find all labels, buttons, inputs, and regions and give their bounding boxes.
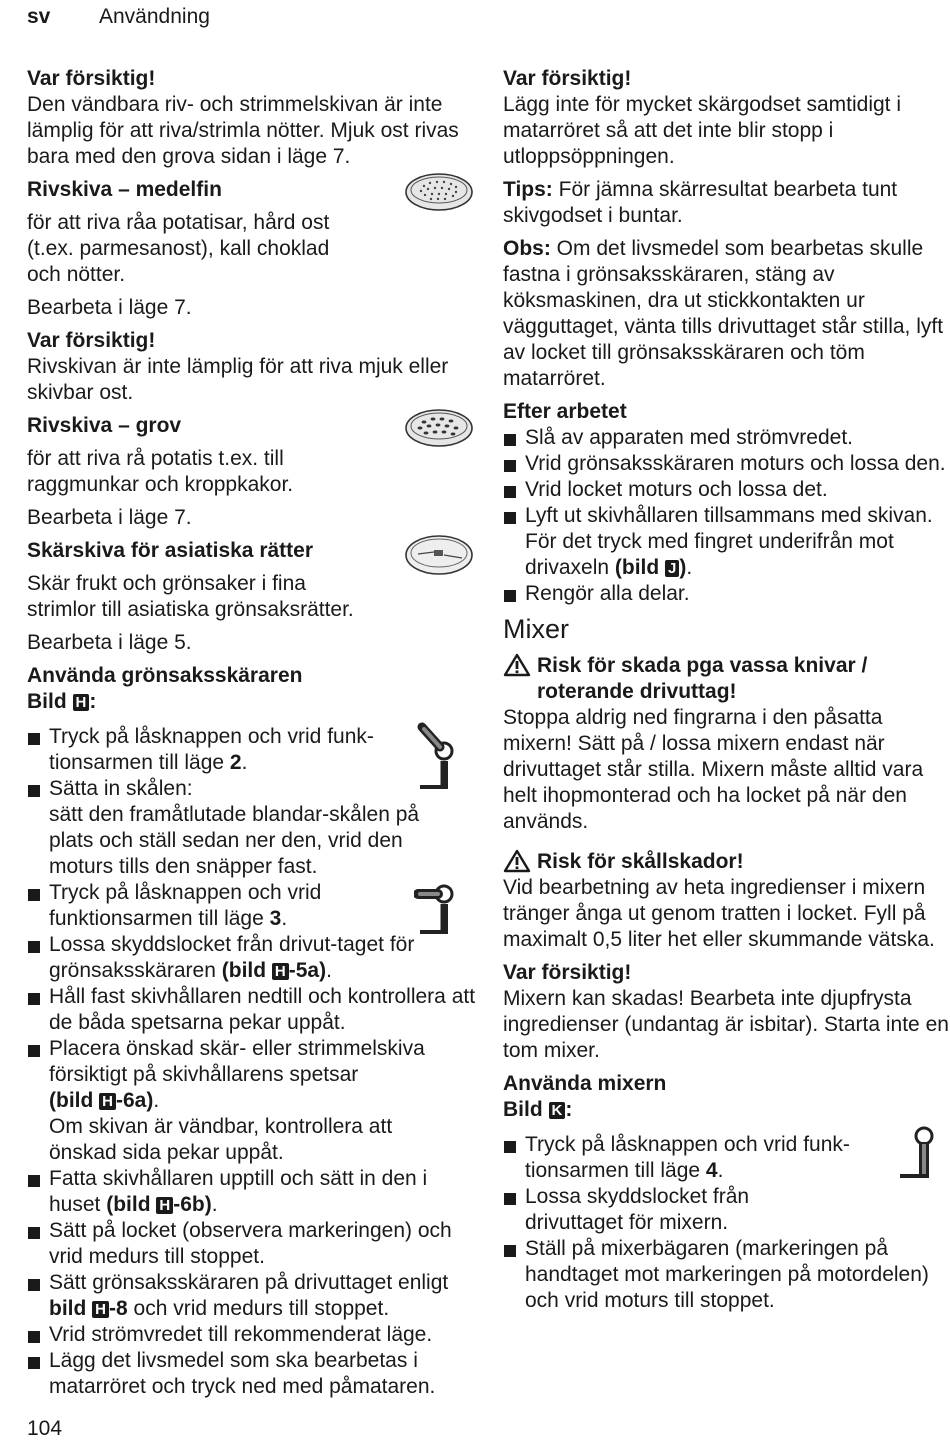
arm-position-3-icon bbox=[414, 882, 462, 938]
cutter-steps bbox=[27, 724, 482, 1400]
medium-grater-text: för att riva råa potatisar, hård ost (t.ex. parmesanost), kall choklad och nötter. bbox=[27, 211, 330, 286]
list-item: Sätt grönsaksskäraren på drivuttaget enligt bild H -8 och vrid medurs till stoppet. bbox=[27, 1270, 482, 1322]
list-item: Rengör alla delar. bbox=[503, 581, 950, 607]
list-item: Lägg det livsmedel som ska bearbetas i matarröret och tryck ned med påmataren. bbox=[27, 1348, 482, 1400]
use-mixer-heading: Använda mixern bbox=[503, 1072, 667, 1095]
list-item: Slå av apparaten med strömvredet. bbox=[503, 425, 950, 451]
mixer-step-list bbox=[503, 1132, 950, 1314]
list-item: Lossa skyddslocket från drivuttaget för mixern. bbox=[503, 1184, 825, 1236]
warning-heading: Risk för skada pga vassa knivar / roterande drivuttag! bbox=[503, 653, 950, 705]
use-cutter-figure-ref: Bild H : bbox=[27, 690, 97, 713]
warning-heading: Risk för skållskador! bbox=[503, 849, 950, 875]
asian-disc-heading: Skärskiva för asiatiska rätter bbox=[27, 539, 314, 562]
coarse-grater-disc-icon bbox=[404, 407, 474, 449]
list-item: Håll fast skivhållaren nedtill och kontrollera att de båda spetsarna pekar uppåt. bbox=[27, 984, 482, 1036]
warning-icon bbox=[503, 849, 531, 873]
caution-heading: Var försiktig! bbox=[503, 67, 632, 90]
list-item: Tryck på låsknappen och vrid funk-tionsarmen till läge 4. bbox=[503, 1132, 875, 1184]
list-item: Lossa skyddslocket från drivut-taget för grönsaksskäraren (bild H -5a). bbox=[27, 932, 482, 984]
list-item: Placera önskad skär- eller strimmelskiva försiktigt på skivhållarens spetsar (bild H -6a). Om skivan är vändbar, kontrollera att önskad sida pekar uppåt. bbox=[27, 1036, 482, 1166]
asian-cutting-disc-icon bbox=[404, 532, 474, 578]
caution-text: Rivskivan är inte lämplig för att riva mjuk eller skivbar ost. bbox=[27, 355, 449, 404]
list-item: Vrid locket moturs och lossa det. bbox=[503, 477, 950, 503]
arm-position-4-icon bbox=[894, 1124, 942, 1184]
list-item: Tryck på låsknappen och vrid funk-tionsarmen till läge 2. bbox=[27, 724, 399, 776]
list-item: Sätt på locket (observera markeringen) och vrid medurs till stoppet. bbox=[27, 1218, 482, 1270]
asian-disc-section bbox=[27, 538, 482, 623]
use-cutter-heading: Använda grönsaksskäraren bbox=[27, 664, 303, 687]
use-mixer-figure-ref: Bild K : bbox=[503, 1098, 573, 1121]
after-work-heading: Efter arbetet bbox=[503, 400, 627, 423]
tips-paragraph: Tips: För jämna skärresultat bearbeta tunt skivgodset i buntar. bbox=[503, 178, 898, 227]
mixer-heading: Mixer bbox=[503, 614, 569, 644]
list-item: Tryck på låsknappen och vrid funktionsarmen till läge 3. bbox=[27, 880, 394, 932]
asian-disc-text: Skär frukt och grönsaker i fina strimlor till asiatiska grönsaksrätter. bbox=[27, 572, 354, 621]
caution-text: Mixern kan skadas! Bearbeta inte djupfrysta ingredienser (undantag är isbitar). Starta inte en tom mixer. bbox=[503, 987, 949, 1062]
obs-paragraph: Obs: Om det livsmedel som bearbetas skulle fastna i grönsaksskäraren, stäng av köksmaskinen, dra ut stickkontakten ur vägguttaget, vänta tills drivuttaget står stilla, lyft av locket till grönsaksskäraren och töm matarröret. bbox=[503, 237, 944, 390]
section-title: Användning bbox=[99, 5, 210, 28]
warning-icon bbox=[503, 653, 531, 677]
cutter-step-list bbox=[27, 724, 482, 1400]
list-item: Vrid strömvredet till rekommenderat läge. bbox=[27, 1322, 482, 1348]
list-item: Vrid grönsaksskäraren moturs och lossa den. bbox=[503, 451, 950, 477]
list-item: Ställ på mixerbägaren (markeringen på handtaget mot markeringen på motordelen) och vrid moturs till stoppet. bbox=[503, 1236, 950, 1314]
warning-text: Stoppa aldrig ned fingrarna i den påsatta mixern! Sätt på / lossa mixern endast när drivuttaget står stilla. Mixern måste alltid vara helt ihopmonterad och ha locket på när den används. bbox=[503, 706, 924, 833]
mixer-steps bbox=[503, 1132, 950, 1314]
warning-text: Vid bearbetning av heta ingredienser i mixern tränger ånga ut genom tratten i locket. Fyll på maximalt 0,5 liter het eller skummande vätska. bbox=[503, 876, 935, 951]
caution-heading: Var försiktig! bbox=[27, 329, 156, 352]
medium-grater-disc-icon bbox=[404, 171, 474, 213]
caution-heading: Var försiktig! bbox=[27, 67, 156, 90]
after-work-list bbox=[503, 425, 950, 607]
caution-heading: Var försiktig! bbox=[503, 961, 632, 984]
coarse-grater-mode: Bearbeta i läge 7. bbox=[27, 506, 192, 529]
page-header bbox=[27, 4, 210, 30]
list-item: Sätta in skålen: sätt den framåtlutade blandar-skålen på plats och ställ sedan ner den, vrid den moturs tills den snäpper fast. bbox=[27, 776, 482, 880]
right-column bbox=[503, 66, 950, 1318]
caution-text: Lägg inte för mycket skärgodset samtidigt i matarröret så att det inte blir stopp i utloppsöppningen. bbox=[503, 93, 902, 168]
coarse-grater-section bbox=[27, 413, 482, 498]
figure-label-k: K bbox=[549, 1102, 566, 1119]
figure-label-h: H bbox=[73, 694, 90, 711]
medium-grater-mode: Bearbeta i läge 7. bbox=[27, 296, 192, 319]
medium-grater-heading: Rivskiva – medelfin bbox=[27, 178, 222, 201]
list-item: Lyft ut skivhållaren tillsammans med skivan. För det tryck med fingret underifrån mot drivaxeln (bild J ). bbox=[503, 503, 950, 581]
page-number: 104 bbox=[27, 1417, 63, 1440]
caution-text: Den vändbara riv- och strimmelskivan är inte lämplig för att riva/strimla nötter. Mjuk ost rivas bara med den grova sidan i läge 7. bbox=[27, 93, 459, 168]
asian-disc-mode: Bearbeta i läge 5. bbox=[27, 631, 192, 654]
language-code: sv bbox=[27, 5, 51, 28]
left-column bbox=[27, 66, 482, 1404]
medium-grater-section bbox=[27, 177, 482, 288]
coarse-grater-heading: Rivskiva – grov bbox=[27, 414, 182, 437]
coarse-grater-text: för att riva rå potatis t.ex. till raggmunkar och kroppkakor. bbox=[27, 447, 294, 496]
list-item: Fatta skivhållaren upptill och sätt in den i huset (bild H -6b). bbox=[27, 1166, 482, 1218]
